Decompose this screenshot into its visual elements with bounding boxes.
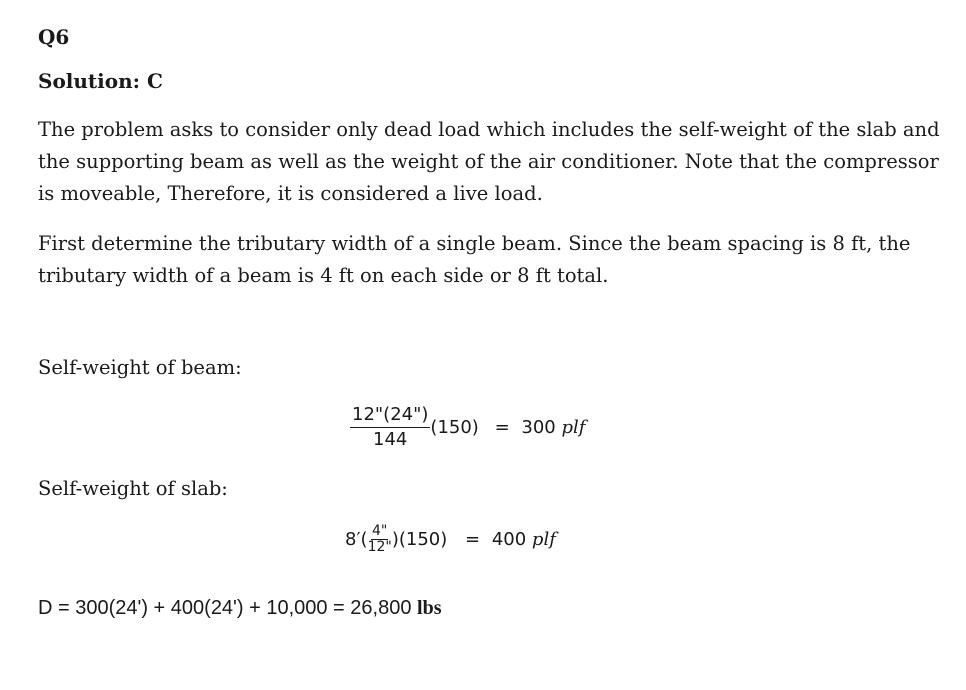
slab-result-unit: plf	[531, 529, 556, 550]
slab-suffix: )(150)	[391, 529, 448, 550]
beam-equation	[350, 404, 585, 451]
question-number: Q6	[38, 25, 70, 49]
solution-label: Solution: C	[38, 69, 163, 93]
paragraph-dead-load: The problem asks to consider only dead load which includes the self-weight of the slab and the supporting beam as well as the weight of the air conditioner. Note that the compressor is moveable, Therefore, it is considered a live load.	[38, 118, 940, 205]
beam-fraction-denominator: 144	[373, 429, 408, 450]
total-dead-load	[38, 597, 442, 620]
beam-factor: (150)	[430, 417, 479, 438]
beam-result-value: 300	[521, 417, 556, 438]
slab-label: Self-weight of slab:	[38, 477, 228, 500]
slab-fraction-denominator: 12"	[367, 539, 392, 555]
beam-result-unit: plf	[561, 417, 586, 438]
slab-fraction-numerator: 4"	[372, 523, 388, 539]
paragraph-tributary-width: First determine the tributary width of a single beam. Since the beam spacing is 8 ft, the tributary width of a beam is 4 ft on each side or 8 ft total.	[38, 232, 911, 287]
total-expression: D = 300(24') + 400(24') + 10,000 = 26,800	[38, 597, 412, 619]
slab-prefix: 8′(	[345, 529, 368, 550]
beam-fraction-numerator: 12"(24")	[350, 404, 430, 428]
beam-equals: =	[494, 417, 510, 438]
beam-fraction	[350, 404, 430, 451]
slab-fraction	[368, 524, 392, 555]
total-unit: lbs	[417, 597, 442, 619]
slab-equation	[345, 524, 556, 555]
slab-result-value: 400	[491, 529, 527, 550]
beam-label: Self-weight of beam:	[38, 356, 242, 379]
slab-equals: =	[465, 529, 481, 550]
